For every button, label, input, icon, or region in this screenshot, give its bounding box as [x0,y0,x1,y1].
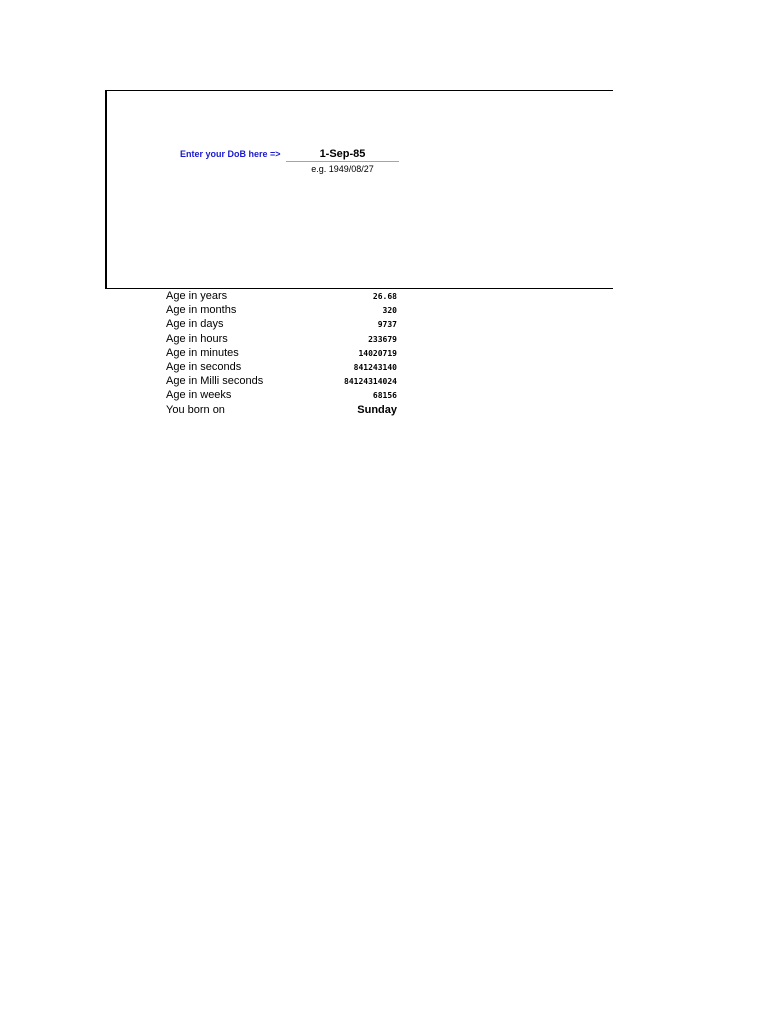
result-row-minutes [166,347,397,361]
result-value: 84124314024 [344,377,397,387]
result-label: Age in days [166,318,224,331]
result-row-days [166,318,397,332]
result-value-weekday: Sunday [357,403,397,416]
result-row-milliseconds [166,375,397,389]
input-panel-border [105,90,613,289]
result-row-years [166,290,397,304]
result-label: Age in years [166,290,228,302]
result-row-weekday [166,404,397,418]
result-label: You born on [166,403,225,416]
result-value: 233679 [368,334,397,344]
result-value: 68156 [372,391,397,401]
result-label: Age in Milli seconds [166,375,264,388]
dob-example-hint: e.g. 1949/08/27 [311,164,374,174]
result-row-seconds [166,361,397,375]
result-row-weeks [166,389,397,403]
results-table [166,290,397,418]
result-value: 841243140 [353,362,397,372]
dob-prompt-label: Enter your DoB here => [180,149,281,159]
result-label: Age in hours [166,332,228,345]
result-value: 9737 [377,320,397,330]
result-value: 14020719 [358,348,397,358]
result-value: 320 [382,306,397,316]
result-row-hours [166,333,397,347]
dob-input[interactable] [286,146,399,162]
result-label: Age in weeks [166,389,232,402]
result-label: Age in seconds [166,360,242,373]
result-label: Age in months [166,304,237,317]
result-value: 26.68 [372,292,397,301]
result-label: Age in minutes [166,346,239,359]
result-row-months [166,304,397,318]
